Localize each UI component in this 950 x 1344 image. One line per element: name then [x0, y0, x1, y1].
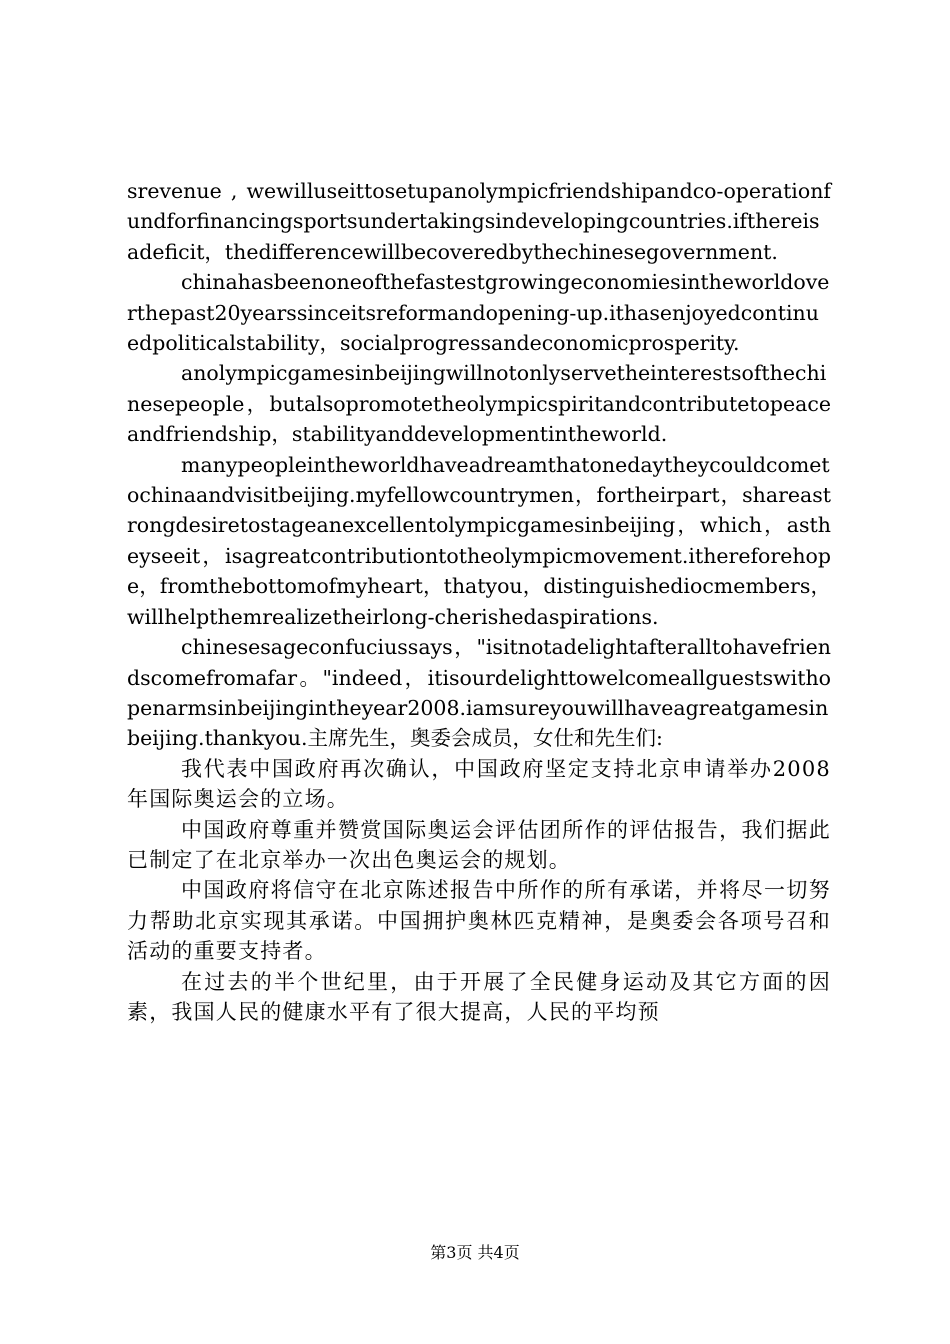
paragraph-cn-health: 在过去的半个世纪里，由于开展了全民健身运动及其它方面的因素，我国人民的健康水平有了很大提高，人民的平均预 — [127, 969, 831, 1024]
paragraph-olympic-interests: anolympicgamesinbeijingwillnotonlyservetheinterestsofthechinesepeople，butalsopromotetheolympicspiritandcontributetopeaceandfriendship，stabilityanddevelopmentintheworld. — [127, 361, 831, 447]
document-body — [127, 176, 831, 1027]
paragraph-confucius: chinesesageconfuciussays，"isitnotadelightafteralltohavefriendscomefromafar。"indeed，itisourdelighttowelcomeallguestswithopenarmsinbeijingintheyear2008.iamsureyouwillhaveagreatgamesinbeijing.thankyou.主席先生，奥委会成员，女仕和先生们: — [127, 635, 831, 751]
paragraph-cn-report: 中国政府尊重并赞赏国际奥运会评估团所作的评估报告，我们据此已制定了在北京举办一次出色奥运会的规划。 — [127, 817, 831, 872]
paragraph-continuation: srevenue , wewilluseittosetupanolympicfriendshipandco-operationfundforfinancingsportsundertakingsindevelopingcountries.ifthereisadeficit，thedifferencewillbecoveredbythechinesegovernment. — [127, 179, 831, 264]
paragraph-cn-commitment: 中国政府将信守在北京陈述报告中所作的所有承诺，并将尽一切努力帮助北京实现其承诺。中国拥护奥林匹克精神，是奥委会各项号召和活动的重要支持者。 — [127, 878, 831, 964]
paragraph-cn-confirm: 我代表中国政府再次确认，中国政府坚定支持北京申请举办2008年国际奥运会的立场。 — [127, 756, 831, 812]
paragraph-economy: chinahasbeenoneofthefastestgrowingeconomiesintheworldoverthepast20yearssinceitsreformandopening-up.ithasenjoyedcontinuedpoliticalstability，socialprogressandeconomicprosperity. — [127, 270, 830, 356]
page-number-footer: 第3页 共4页 — [430, 1243, 520, 1262]
paragraph-dream: manypeopleintheworldhaveadreamthatonedaytheycouldcometochinaandvisitbeijing.myfellowcountrymen，fortheirpart，shareastrongdesiretostageanexcellentolympicgamesinbeijing，which，astheyseeit，isagreatcontributiontotheolympicmovement.ithereforehope，fromthebottomofmyheart，thatyou，distinguishediocmembers，willhelpthemrealizetheirlong-cherishedaspirations. — [127, 452, 831, 629]
